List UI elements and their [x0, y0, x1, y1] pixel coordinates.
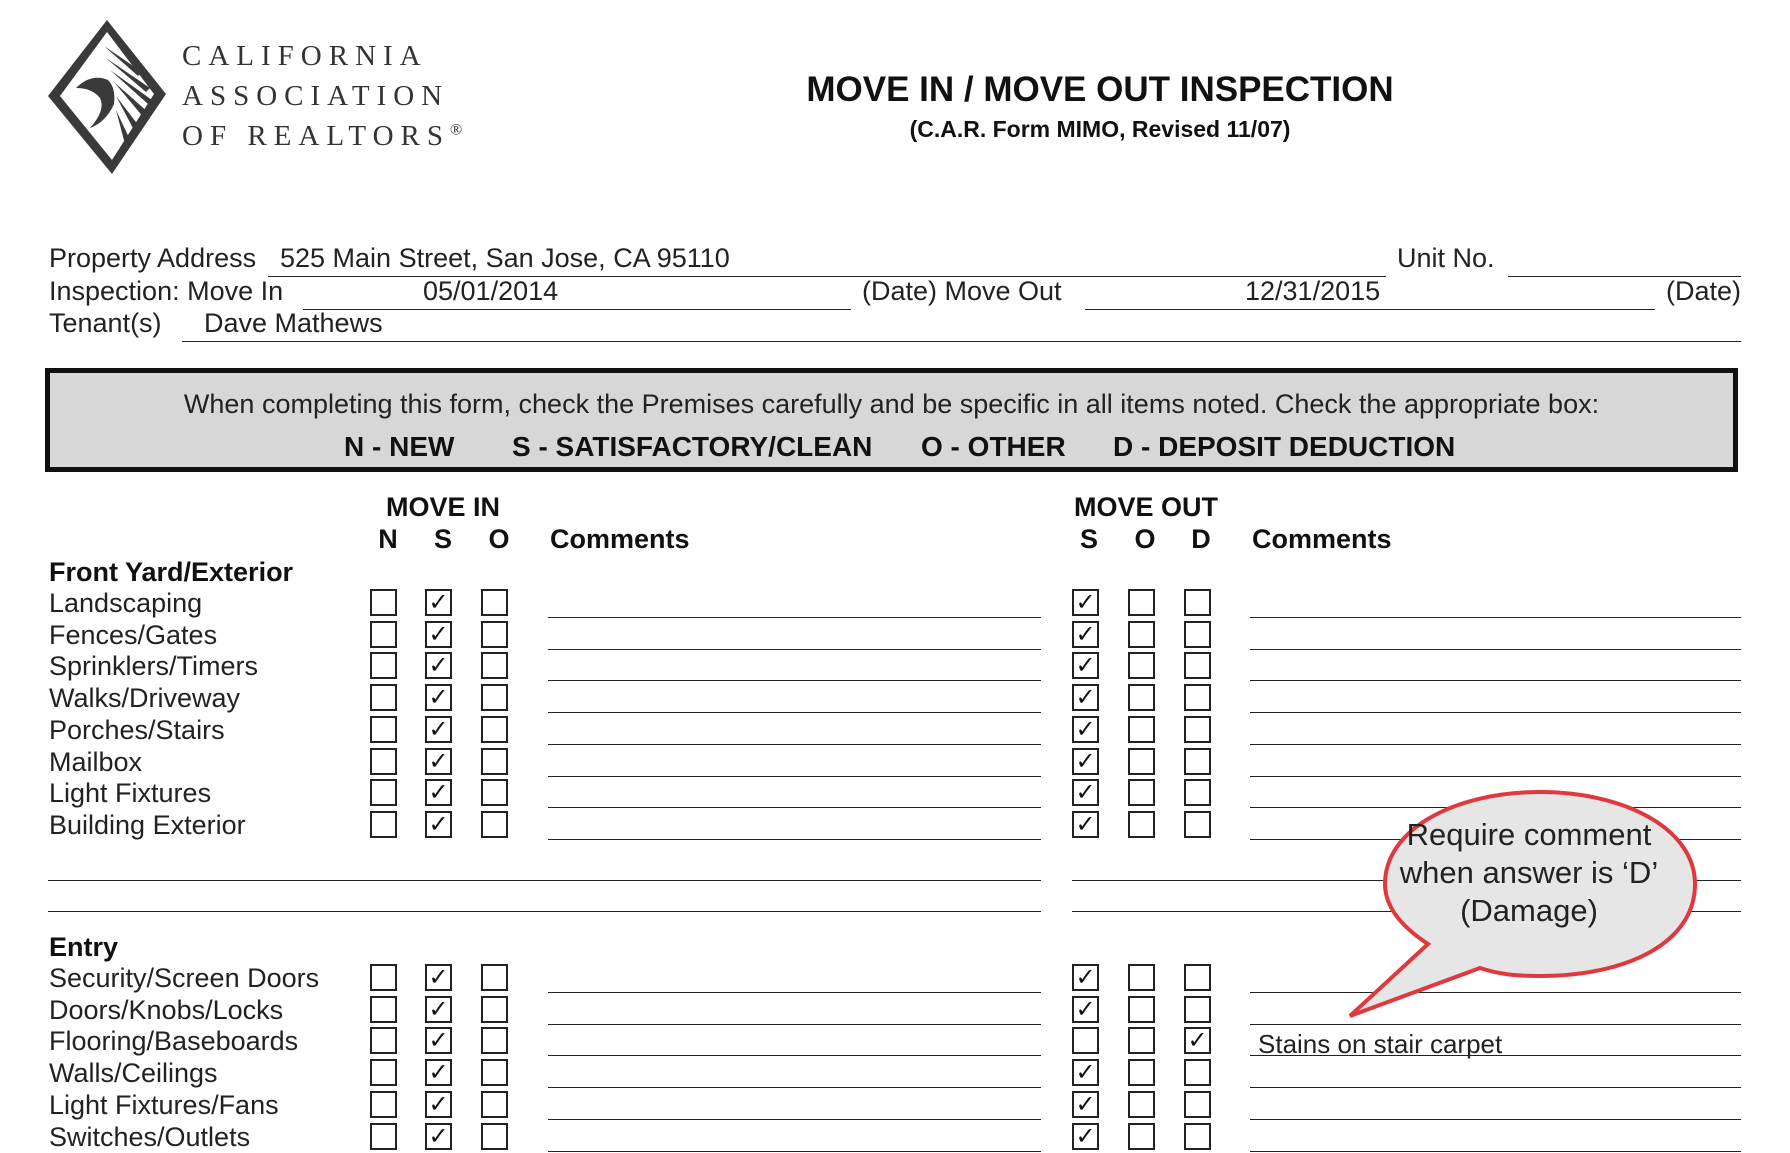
move-out-checkbox-o[interactable]: [1128, 1027, 1155, 1054]
move-in-checkbox-n[interactable]: [370, 621, 397, 648]
row-label: Security/Screen Doors: [49, 963, 320, 993]
row-label: Walls/Ceilings: [49, 1058, 218, 1089]
move-in-checkbox-o[interactable]: [481, 811, 508, 838]
logo-text-line3: OF REALTORS®: [182, 120, 463, 152]
move-out-checkbox-s[interactable]: ✓: [1072, 811, 1099, 838]
property-address-field[interactable]: [268, 243, 1386, 277]
move-out-checkbox-o[interactable]: [1128, 996, 1155, 1023]
move-in-col-n: N: [378, 524, 398, 554]
move-in-checkbox-n[interactable]: [370, 684, 397, 711]
move-out-checkbox-o[interactable]: [1128, 811, 1155, 838]
inspection-row: [0, 1089, 1790, 1121]
move-in-checkbox-o[interactable]: [481, 964, 508, 991]
move-in-checkbox-n[interactable]: [370, 964, 397, 991]
inspection-row: [0, 682, 1790, 714]
row-label: Flooring/Baseboards: [49, 1026, 299, 1057]
move-in-checkbox-n[interactable]: [370, 589, 397, 616]
row-label: Doors/Knobs/Locks: [49, 994, 284, 1025]
move-in-checkbox-s[interactable]: ✓: [425, 1059, 452, 1086]
move-in-comment-field[interactable]: [548, 1151, 1041, 1152]
move-in-checkbox-o[interactable]: [481, 1123, 508, 1150]
inspection-row: [0, 714, 1790, 746]
property-address-value: 525 Main Street, San Jose, CA 95110: [280, 243, 730, 273]
move-out-checkbox-o[interactable]: [1128, 779, 1155, 806]
move-out-checkbox-d[interactable]: [1184, 652, 1211, 679]
move-in-checkbox-o[interactable]: [481, 621, 508, 648]
inspection-move-in-label: Inspection: Move In: [49, 276, 284, 306]
move-out-checkbox-s[interactable]: ✓: [1072, 964, 1099, 991]
callout-text: Require comment when answer is ‘D’ (Damage): [1399, 817, 1659, 928]
move-out-comments-header: Comments: [1252, 524, 1392, 554]
move-in-checkbox-s[interactable]: ✓: [425, 621, 452, 648]
row-label: Switches/Outlets: [49, 1121, 251, 1152]
move-out-checkbox-d[interactable]: [1184, 684, 1211, 711]
move-in-checkbox-n[interactable]: [370, 996, 397, 1023]
row-label: Sprinklers/Timers: [49, 651, 259, 682]
move-in-col-s: S: [433, 524, 452, 554]
move-out-checkbox-s[interactable]: ✓: [1072, 716, 1099, 743]
row-label: Light Fixtures: [49, 778, 212, 809]
move-in-checkbox-s[interactable]: ✓: [425, 996, 452, 1023]
move-out-checkbox-d[interactable]: [1184, 964, 1211, 991]
move-out-checkbox-d[interactable]: [1184, 811, 1211, 838]
logo-text-line1: CALIFORNIA: [182, 40, 428, 72]
legend-deposit-deduction: D - DEPOSIT DEDUCTION: [1113, 431, 1456, 462]
move-in-checkbox-s[interactable]: ✓: [425, 779, 452, 806]
property-address-label: Property Address: [49, 243, 257, 273]
move-out-checkbox-d[interactable]: [1184, 716, 1211, 743]
logo-text-line2: ASSOCIATION: [182, 80, 450, 112]
move-in-checkbox-s[interactable]: ✓: [425, 811, 452, 838]
move-out-checkbox-s[interactable]: ✓: [1072, 652, 1099, 679]
move-in-checkbox-o[interactable]: [481, 589, 508, 616]
legend-new: N - NEW: [344, 431, 455, 462]
move-in-checkbox-o[interactable]: [481, 652, 508, 679]
inspection-row: [0, 1057, 1790, 1089]
move-in-checkbox-o[interactable]: [481, 716, 508, 743]
move-out-checkbox-d[interactable]: [1184, 748, 1211, 775]
inspection-row: [0, 1121, 1790, 1153]
move-in-checkbox-s[interactable]: ✓: [425, 589, 452, 616]
move-out-checkbox-d[interactable]: [1184, 589, 1211, 616]
move-out-col-s: S: [1079, 524, 1098, 554]
move-in-checkbox-o[interactable]: [481, 1027, 508, 1054]
move-out-checkbox-o[interactable]: [1128, 1123, 1155, 1150]
move-in-checkbox-n[interactable]: [370, 1123, 397, 1150]
instruction-box: [45, 368, 1738, 472]
row-label: Building Exterior: [49, 809, 246, 840]
move-in-checkbox-n[interactable]: [370, 716, 397, 743]
move-in-checkbox-s[interactable]: ✓: [425, 1123, 452, 1150]
move-in-checkbox-s[interactable]: ✓: [425, 652, 452, 679]
move-in-checkbox-s[interactable]: ✓: [425, 1091, 452, 1118]
move-out-comment-field[interactable]: [1250, 1151, 1741, 1152]
move-out-checkbox-s[interactable]: ✓: [1072, 1123, 1099, 1150]
section-title: Entry: [49, 932, 119, 962]
move-in-checkbox-n[interactable]: [370, 811, 397, 838]
car-diamond-logo-icon: [46, 18, 168, 176]
move-in-checkbox-n[interactable]: [370, 748, 397, 775]
move-out-checkbox-d[interactable]: [1184, 1091, 1211, 1118]
move-out-checkbox-s[interactable]: [1072, 1027, 1099, 1054]
inspection-row: [0, 619, 1790, 651]
move-out-col-d: D: [1191, 524, 1211, 554]
move-in-checkbox-o[interactable]: [481, 779, 508, 806]
row-label: Landscaping: [49, 588, 203, 618]
row-label: Porches/Stairs: [49, 714, 225, 745]
move-in-date-field[interactable]: [303, 276, 851, 310]
inspection-row: [0, 1025, 1790, 1060]
form-subtitle: (C.A.R. Form MIMO, Revised 11/07): [909, 116, 1291, 142]
row-label: Walks/Driveway: [49, 683, 241, 714]
move-in-checkbox-s[interactable]: ✓: [425, 684, 452, 711]
tenants-field[interactable]: [182, 308, 1741, 342]
move-in-date-value: 05/01/2014: [423, 276, 559, 306]
instruction-text: When completing this form, check the Premises carefully and be specific in all items noted. Check the appropriate box:: [183, 389, 1600, 419]
move-in-checkbox-s[interactable]: ✓: [425, 748, 452, 775]
move-in-checkbox-s[interactable]: ✓: [425, 1027, 452, 1054]
move-in-checkbox-o[interactable]: [481, 1059, 508, 1086]
move-out-checkbox-d[interactable]: ✓: [1184, 1027, 1211, 1054]
move-out-checkbox-s[interactable]: ✓: [1072, 589, 1099, 616]
tenants-value: Dave Mathews: [204, 308, 383, 338]
move-out-checkbox-d[interactable]: [1184, 996, 1211, 1023]
blank-line[interactable]: [48, 880, 1041, 881]
row-label: Light Fixtures/Fans: [49, 1089, 279, 1120]
move-out-header: MOVE OUT: [1074, 492, 1219, 522]
move-in-checkbox-o[interactable]: [481, 996, 508, 1023]
date-move-out-label: (Date) Move Out: [862, 276, 1062, 306]
blank-line[interactable]: [48, 911, 1041, 912]
move-out-checkbox-s[interactable]: ✓: [1072, 748, 1099, 775]
move-out-checkbox-o[interactable]: [1128, 1059, 1155, 1086]
move-in-checkbox-n[interactable]: [370, 779, 397, 806]
move-in-checkbox-s[interactable]: ✓: [425, 716, 452, 743]
legend-satisfactory: S - SATISFACTORY/CLEAN: [512, 431, 873, 462]
move-out-checkbox-o[interactable]: [1128, 621, 1155, 648]
row-label: Fences/Gates: [49, 619, 218, 650]
tenants-label: Tenant(s): [49, 308, 162, 338]
move-out-checkbox-o[interactable]: [1128, 684, 1155, 711]
move-out-checkbox-o[interactable]: [1128, 652, 1155, 679]
unit-no-label: Unit No.: [1397, 243, 1495, 273]
move-in-col-o: O: [488, 524, 510, 554]
move-out-checkbox-o[interactable]: [1128, 748, 1155, 775]
inspection-row: [0, 650, 1790, 682]
form-title: MOVE IN / MOVE OUT INSPECTION: [806, 70, 1394, 109]
move-out-checkbox-s[interactable]: ✓: [1072, 684, 1099, 711]
move-out-checkbox-s[interactable]: ✓: [1072, 1091, 1099, 1118]
move-out-checkbox-o[interactable]: [1128, 1091, 1155, 1118]
move-in-comment-field[interactable]: [548, 839, 1041, 840]
move-out-checkbox-o[interactable]: [1128, 716, 1155, 743]
move-in-checkbox-n[interactable]: [370, 1027, 397, 1054]
move-out-checkbox-s[interactable]: ✓: [1072, 1059, 1099, 1086]
move-out-checkbox-o[interactable]: [1128, 964, 1155, 991]
move-out-checkbox-d[interactable]: [1184, 1059, 1211, 1086]
move-out-comment-text: Stains on stair carpet: [1258, 1029, 1503, 1060]
move-in-checkbox-s[interactable]: ✓: [425, 964, 452, 991]
move-in-comments-header: Comments: [550, 524, 690, 554]
legend-other: O - OTHER: [921, 431, 1066, 462]
date-label: (Date): [1666, 276, 1742, 306]
unit-no-field[interactable]: [1508, 246, 1741, 277]
move-out-date-value: 12/31/2015: [1245, 276, 1381, 306]
move-out-checkbox-d[interactable]: [1184, 621, 1211, 648]
inspection-row: [0, 746, 1790, 778]
move-out-checkbox-o[interactable]: [1128, 589, 1155, 616]
move-in-checkbox-n[interactable]: [370, 1059, 397, 1086]
row-label: Mailbox: [49, 746, 143, 777]
move-in-checkbox-o[interactable]: [481, 1091, 508, 1118]
move-in-checkbox-o[interactable]: [481, 684, 508, 711]
move-in-checkbox-o[interactable]: [481, 748, 508, 775]
registered-mark: ®: [449, 121, 463, 139]
move-out-date-field[interactable]: [1085, 276, 1655, 310]
move-in-checkbox-n[interactable]: [370, 652, 397, 679]
move-out-checkbox-d[interactable]: [1184, 1123, 1211, 1150]
move-out-col-o: O: [1134, 524, 1156, 554]
move-in-checkbox-n[interactable]: [370, 1091, 397, 1118]
move-out-checkbox-d[interactable]: [1184, 779, 1211, 806]
move-out-checkbox-s[interactable]: ✓: [1072, 996, 1099, 1023]
section-title: Front Yard/Exterior: [49, 557, 294, 587]
move-in-header: MOVE IN: [386, 492, 501, 522]
inspection-row: [0, 587, 1790, 619]
move-out-checkbox-s[interactable]: ✓: [1072, 621, 1099, 648]
move-out-checkbox-s[interactable]: ✓: [1072, 779, 1099, 806]
